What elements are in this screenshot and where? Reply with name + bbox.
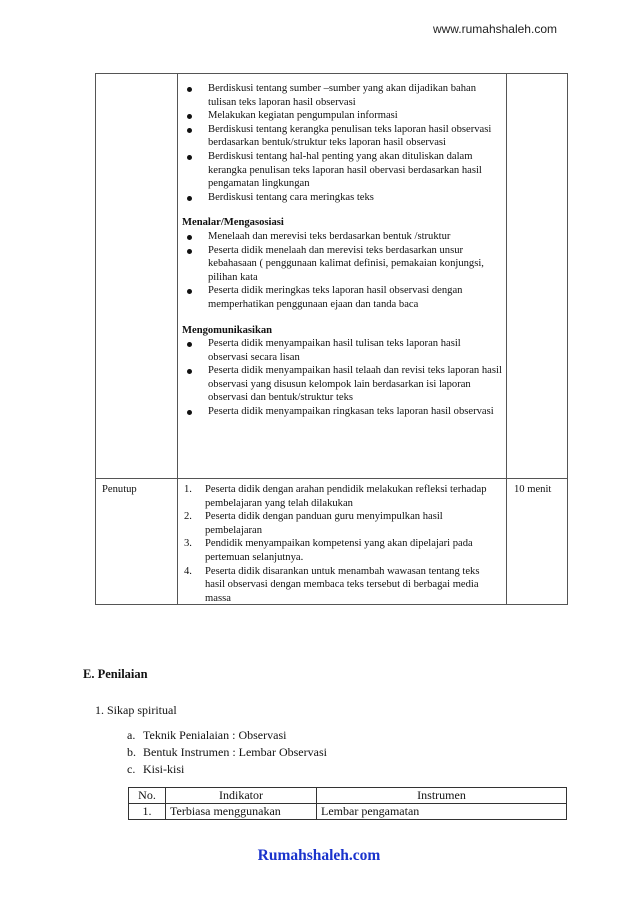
top-bullet-list	[182, 82, 502, 204]
bullet-icon	[187, 342, 192, 347]
table-cell: Lembar pengamatan	[317, 804, 567, 820]
column-header: Indikator	[166, 788, 317, 804]
column-header: No.	[129, 788, 166, 804]
activity-table	[95, 73, 568, 605]
list-item: Berdiskusi tentang cara meringkas teks	[182, 191, 502, 205]
list-item: 2. Peserta didik dengan panduan guru menyimpulkan hasil pembelajaran	[184, 511, 443, 536]
list-item: Peserta didik meringkas teks laporan hasil observasi dengan memperhatikan penggunaan ejaan dan tanda baca	[182, 284, 502, 311]
bullet-icon	[187, 249, 192, 254]
kisi-kisi-table	[128, 787, 567, 820]
table-divider	[506, 74, 507, 604]
menalar-list	[182, 230, 502, 312]
bullet-icon	[187, 87, 192, 92]
list-item: Melakukan kegiatan pengumpulan informasi	[182, 109, 502, 123]
table-divider	[96, 478, 567, 479]
mengomunikasikan-list	[182, 337, 502, 419]
table-cell: Terbiasa menggunakan	[166, 804, 317, 820]
bullet-icon	[187, 196, 192, 201]
header-url[interactable]: www.rumahshaleh.com	[432, 22, 557, 36]
table-header-row	[129, 788, 567, 804]
bullet-icon	[187, 410, 192, 415]
table-row	[129, 804, 567, 820]
list-item: Berdiskusi tentang kerangka penulisan teks laporan hasil observasi berdasarkan bentuk/struktur teks laporan hasil observasi	[182, 123, 502, 150]
penutup-content	[182, 483, 500, 605]
penutup-list	[182, 483, 500, 605]
bullet-icon	[187, 114, 192, 119]
footer-link[interactable]: Rumahshaleh.com	[257, 847, 381, 864]
section-title: E. Penilaian	[83, 667, 148, 681]
penutup-time: 10 menit	[514, 484, 552, 495]
list-item: Peserta didik menelaah dan merevisi teks berdasarkan unsur kebahasaan ( penggunaan kalimat definisi, pemakaian konjungsi, pilihan kata	[182, 244, 502, 285]
list-item: b. Bentuk Instrumen : Lembar Observasi	[127, 745, 327, 759]
list-item: Peserta didik menyampaikan ringkasan teks laporan hasil observasi	[182, 405, 502, 419]
table-cell: 1.	[129, 804, 166, 820]
list-item: 4. Peserta didik disarankan untuk menambah wawasan tentang teks hasil observasi dengan membaca teks tersebut di berbagai media massa	[184, 565, 480, 604]
list-item: Berdiskusi tentang hal-hal penting yang akan dituliskan dalam kerangka penulisan teks laporan hasil obervasi berdasarkan hasil pengamatan lingkungan	[182, 150, 502, 191]
list-item: Peserta didik menyampaikan hasil telaah dan revisi teks laporan hasil observasi yang disusun kelompok lain berdasarkan isi laporan observasi dan bentuk/struktur teks	[182, 364, 502, 405]
bullet-icon	[187, 289, 192, 294]
list-item: a. Teknik Penialaian : Observasi	[127, 728, 287, 742]
activity-content	[182, 82, 502, 419]
column-header: Instrumen	[317, 788, 567, 804]
mengomunikasikan-heading: Mengomunikasikan	[182, 324, 273, 336]
list-item: Peserta didik menyampaikan hasil tulisan teks laporan hasil observasi secara lisan	[182, 337, 502, 364]
bullet-icon	[187, 155, 192, 160]
list-item: 3. Pendidik menyampaikan kompetensi yang akan dipelajari pada pertemuan selanjutnya.	[184, 538, 473, 563]
bullet-icon	[187, 235, 192, 240]
bullet-icon	[187, 128, 192, 133]
penutup-label: Penutup	[102, 484, 137, 495]
penilaian-list	[127, 727, 327, 778]
menalar-heading: Menalar/Mengasosiasi	[182, 217, 284, 229]
list-item: Menelaah dan merevisi teks berdasarkan bentuk /struktur	[182, 230, 502, 244]
list-item: c. Kisi-kisi	[127, 762, 185, 776]
list-item: 1. Peserta didik dengan arahan pendidik melakukan refleksi terhadap pembelajaran yang telah dilakukan	[184, 484, 487, 509]
subsection-title: 1. Sikap spiritual	[95, 703, 177, 717]
bullet-icon	[187, 369, 192, 374]
list-item: Berdiskusi tentang sumber –sumber yang akan dijadikan bahan tulisan teks laporan hasil observasi	[182, 82, 502, 109]
table-divider	[177, 74, 178, 604]
